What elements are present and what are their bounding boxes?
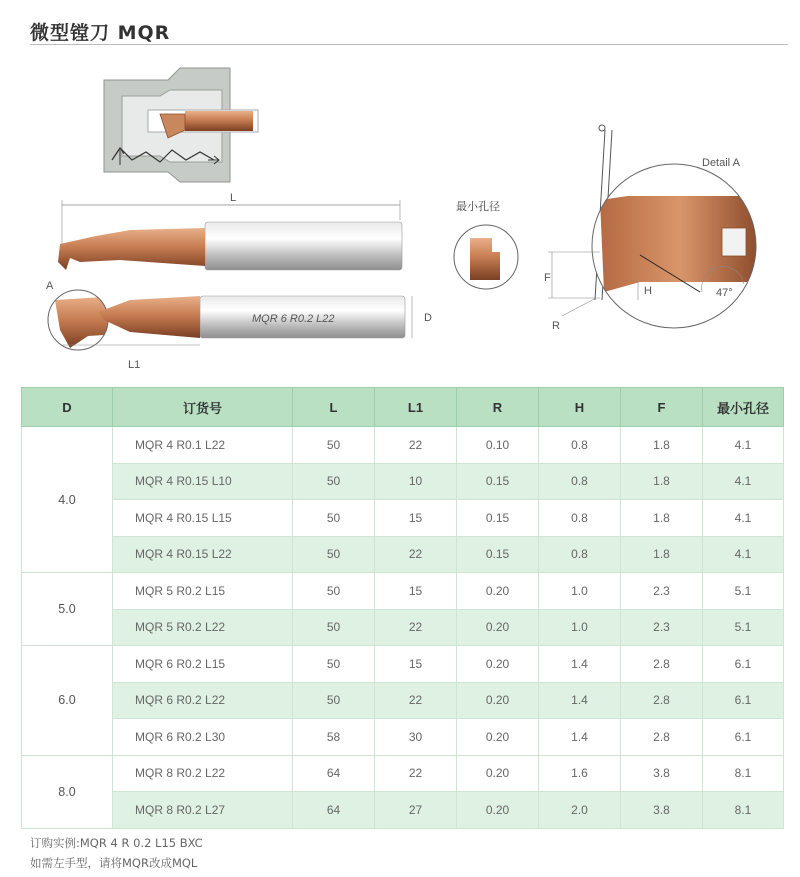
value-cell: 1.0 xyxy=(539,573,621,610)
value-cell: 0.8 xyxy=(539,536,621,573)
value-cell: 0.15 xyxy=(457,500,539,537)
detail-A-magnified xyxy=(544,125,760,332)
spec-table xyxy=(21,387,784,829)
order-code-cell: MQR 4 R0.1 L22 xyxy=(113,427,293,464)
value-cell: 50 xyxy=(293,500,375,537)
order-code-cell: MQR 8 R0.2 L27 xyxy=(113,792,293,829)
order-code-cell: MQR 4 R0.15 L15 xyxy=(113,500,293,537)
table-row xyxy=(22,792,784,829)
boring-operation-diagram xyxy=(104,68,258,182)
value-cell: 5.1 xyxy=(703,609,784,646)
dim-label-R: R xyxy=(552,320,560,332)
table-row xyxy=(22,755,784,792)
value-cell: 22 xyxy=(375,682,457,719)
value-cell: 22 xyxy=(375,755,457,792)
value-cell: 1.8 xyxy=(621,427,703,464)
header-cell: L xyxy=(293,388,375,427)
value-cell: 2.8 xyxy=(621,646,703,683)
order-code-cell: MQR 6 R0.2 L15 xyxy=(113,646,293,683)
value-cell: 22 xyxy=(375,536,457,573)
value-cell: 50 xyxy=(293,646,375,683)
order-example-note: 订购实例:MQR 4 R 0.2 L15 BXC xyxy=(30,836,203,850)
header-cell: L1 xyxy=(375,388,457,427)
value-cell: 0.20 xyxy=(457,646,539,683)
value-cell: 0.15 xyxy=(457,463,539,500)
value-cell: 50 xyxy=(293,427,375,464)
dim-label-D: D xyxy=(424,312,432,324)
table-row xyxy=(22,719,784,756)
value-cell: 50 xyxy=(293,536,375,573)
value-cell: 6.1 xyxy=(703,682,784,719)
value-cell: 2.8 xyxy=(621,719,703,756)
value-cell: 10 xyxy=(375,463,457,500)
diameter-cell: 4.0 xyxy=(22,427,113,573)
value-cell: 50 xyxy=(293,609,375,646)
value-cell: 1.8 xyxy=(621,463,703,500)
order-notes xyxy=(30,833,203,873)
dim-label-F: F xyxy=(544,272,551,284)
table-row xyxy=(22,573,784,610)
svg-text:A: A xyxy=(46,280,54,292)
value-cell: 58 xyxy=(293,719,375,756)
table-body xyxy=(22,427,784,829)
order-code-cell: MQR 4 R0.15 L10 xyxy=(113,463,293,500)
value-cell: 0.10 xyxy=(457,427,539,464)
diameter-cell: 5.0 xyxy=(22,573,113,646)
table-row xyxy=(22,427,784,464)
order-code-cell: MQR 8 R0.2 L22 xyxy=(113,755,293,792)
table-header-row xyxy=(22,388,784,427)
value-cell: 15 xyxy=(375,573,457,610)
table-row xyxy=(22,646,784,683)
order-code-cell: MQR 5 R0.2 L22 xyxy=(113,609,293,646)
value-cell: 6.1 xyxy=(703,719,784,756)
dim-label-H: H xyxy=(644,285,652,297)
page-title: 微型镗刀 MQR xyxy=(30,22,171,44)
value-cell: 2.3 xyxy=(621,609,703,646)
value-cell: 0.20 xyxy=(457,573,539,610)
value-cell: 6.1 xyxy=(703,646,784,683)
value-cell: 3.8 xyxy=(621,755,703,792)
tool-marked-view xyxy=(62,296,432,371)
min-bore-label: 最小孔径 xyxy=(456,200,500,213)
dim-label-L: L xyxy=(230,192,237,204)
tool-illustration xyxy=(0,55,800,385)
diameter-cell: 6.0 xyxy=(22,646,113,756)
title-divider xyxy=(30,44,788,45)
value-cell: 4.1 xyxy=(703,463,784,500)
value-cell: 1.6 xyxy=(539,755,621,792)
value-cell: 50 xyxy=(293,573,375,610)
value-cell: 50 xyxy=(293,682,375,719)
order-code-cell: MQR 6 R0.2 L22 xyxy=(113,682,293,719)
diameter-cell: 8.0 xyxy=(22,755,113,828)
dim-label-L1: L1 xyxy=(128,359,141,371)
value-cell: 0.20 xyxy=(457,755,539,792)
value-cell: 1.4 xyxy=(539,719,621,756)
table-row xyxy=(22,682,784,719)
table-row xyxy=(22,536,784,573)
value-cell: 1.8 xyxy=(621,536,703,573)
min-bore-view xyxy=(450,199,530,292)
value-cell: 27 xyxy=(375,792,457,829)
header-cell: H xyxy=(539,388,621,427)
value-cell: 30 xyxy=(375,719,457,756)
value-cell: 3.8 xyxy=(621,792,703,829)
table-row xyxy=(22,609,784,646)
value-cell: 4.1 xyxy=(703,427,784,464)
value-cell: 8.1 xyxy=(703,755,784,792)
order-code-cell: MQR 5 R0.2 L15 xyxy=(113,573,293,610)
value-cell: 1.4 xyxy=(539,682,621,719)
value-cell: 64 xyxy=(293,792,375,829)
order-code-cell: MQR 4 R0.15 L22 xyxy=(113,536,293,573)
value-cell: 0.20 xyxy=(457,609,539,646)
value-cell: 1.8 xyxy=(621,500,703,537)
order-code-cell: MQR 6 R0.2 L30 xyxy=(113,719,293,756)
value-cell: 0.20 xyxy=(457,792,539,829)
value-cell: 2.8 xyxy=(621,682,703,719)
angle-label: 47° xyxy=(716,287,733,299)
value-cell: 0.8 xyxy=(539,427,621,464)
value-cell: 4.1 xyxy=(703,500,784,537)
value-cell: 22 xyxy=(375,609,457,646)
detail-A-circle xyxy=(40,280,120,365)
left-hand-note: 如需左手型，请将MQR改成MQL xyxy=(30,856,198,870)
value-cell: 0.8 xyxy=(539,500,621,537)
value-cell: 0.15 xyxy=(457,536,539,573)
header-cell: D xyxy=(22,388,113,427)
table-row xyxy=(22,463,784,500)
value-cell: 50 xyxy=(293,463,375,500)
header-cell: F xyxy=(621,388,703,427)
value-cell: 0.20 xyxy=(457,682,539,719)
value-cell: 22 xyxy=(375,427,457,464)
header-cell: R xyxy=(457,388,539,427)
header-cell: 最小孔径 xyxy=(703,388,784,427)
detail-A-label: Detail A xyxy=(702,157,740,169)
value-cell: 15 xyxy=(375,500,457,537)
shank-marking: MQR 6 R0.2 L22 xyxy=(252,313,335,325)
value-cell: 2.3 xyxy=(621,573,703,610)
value-cell: 2.0 xyxy=(539,792,621,829)
value-cell: 15 xyxy=(375,646,457,683)
value-cell: 5.1 xyxy=(703,573,784,610)
value-cell: 64 xyxy=(293,755,375,792)
tool-side-view xyxy=(58,192,402,270)
value-cell: 1.4 xyxy=(539,646,621,683)
table-row xyxy=(22,500,784,537)
value-cell: 4.1 xyxy=(703,536,784,573)
value-cell: 8.1 xyxy=(703,792,784,829)
value-cell: 1.0 xyxy=(539,609,621,646)
value-cell: 0.20 xyxy=(457,719,539,756)
value-cell: 0.8 xyxy=(539,463,621,500)
header-cell: 订货号 xyxy=(113,388,293,427)
